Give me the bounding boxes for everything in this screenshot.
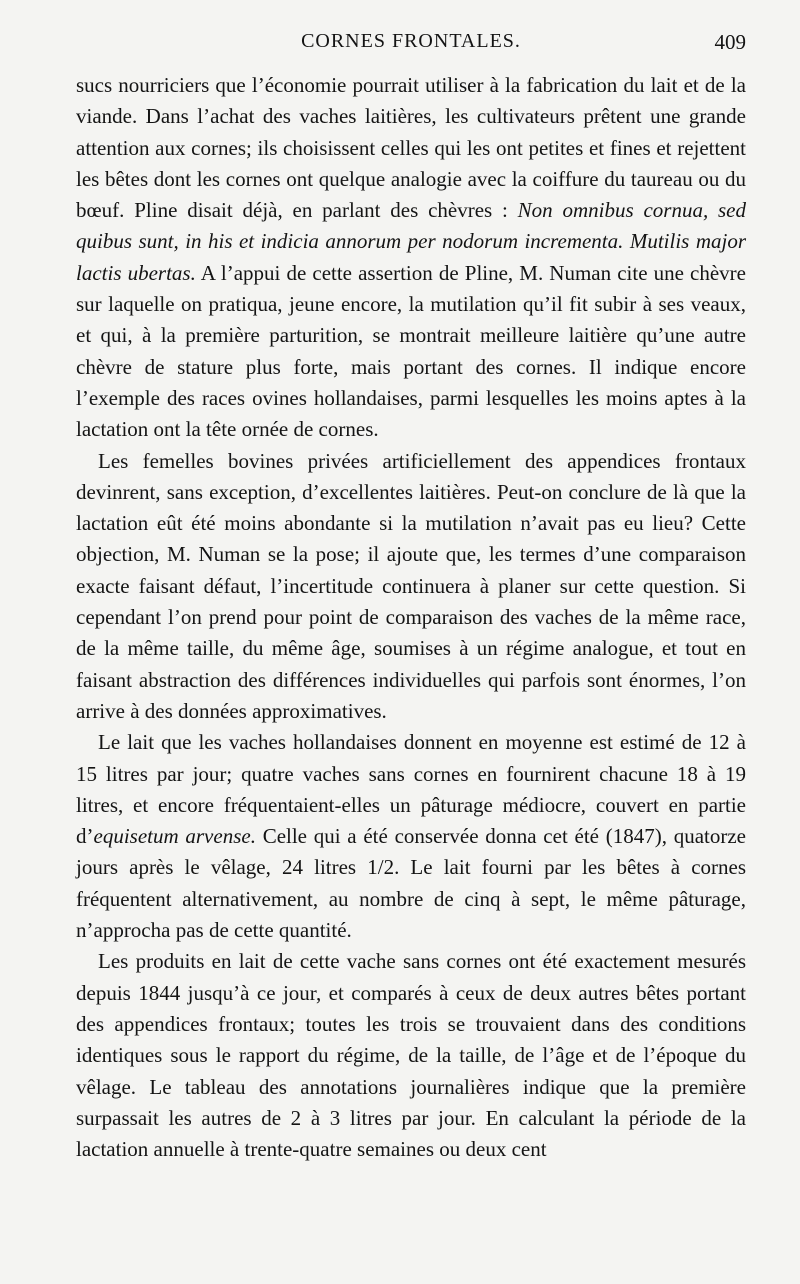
paragraph-3-text-1: Le lait que les vaches hollandaises donnent en moyenne est estimé de 12 à 15 litres par jour; quatre vaches sans cornes en fournirent chacune 18 à 19 litres, et encore fréquentaient-elles un pâturage médiocre, couvert en partie d’ [76, 730, 746, 849]
body-text [76, 70, 746, 1165]
paragraph-1-text-1: sucs nourriciers que l’économie pourrait utiliser à la fabrication du lait et de la viande. Dans l’achat des vaches laitières, les cultivateurs prêtent une grande attention aux cornes; ils choisissent celles qui les ont petites et fines et rejettent les bêtes dont les cornes ont quelque analogie avec la coiffure du taureau ou du bœuf. Pline disait déjà, en parlant des chèvres : [76, 73, 746, 223]
paragraph-1-latin-quote: Non omnibus cornua, sed quibus sunt, in his et indicia annorum per nodorum incrementa. Mutilis major lactis ubertas. [76, 198, 746, 285]
paragraph-4-text: Les produits en lait de cette vache sans cornes ont été exactement mesurés depuis 1844 jusqu’à ce jour, et comparés à ceux de deux autres bêtes portant des appendices frontaux; toutes les trois se trouvaient dans des conditions identiques sous le rapport du régime, de la taille, de l’âge et de l’époque du vêlage. Le tableau des annotations journalières indique que la première surpassait les autres de 2 à 3 litres par jour. En calculant la période de la lactation annuelle à trente-quatre semaines ou deux cent [76, 949, 746, 1162]
running-title: CORNES FRONTALES. [301, 30, 521, 52]
paragraph-2-text: Les femelles bovines privées artificiellement des appendices frontaux devinrent, sans exception, d’excellentes laitières. Peut-on conclure de là que la lactation eût été moins abondante si la mutilation n’avait pas eu lieu? Cette objection, M. Numan se la pose; il ajoute que, les termes d’une comparaison exacte faisant défaut, l’incertitude continuera à planer sur cette question. Si cependant l’on prend pour point de comparaison des vaches de la même race, de la même taille, du même âge, soumises à un régime analogue, et tout en faisant abstraction des différences individuelles qui parfois sont énormes, l’on arrive à des données approximatives. [76, 448, 746, 723]
page-number: 409 [714, 30, 746, 54]
paragraph-1-text-2: A l’appui de cette assertion de Pline, M. Numan cite une chèvre sur laquelle on pratiqua, jeune encore, la mutilation qu’il fit subir à ses veaux, et qui, à la première parturition, se montrait meilleure laitière qu’une autre chèvre de stature plus forte, mais portant des cornes. Il indique encore l’exemple des races ovines hollandaises, parmi lesquelles les moins aptes à la lactation ont la tête ornée de cornes. [76, 260, 746, 442]
running-header [76, 0, 746, 70]
paragraph-1 [76, 70, 746, 446]
paragraph-3-latin-term: equisetum arvense. [93, 824, 256, 849]
paragraph-3-text-2: Celle qui a été conservée donna cet été (1847), quatorze jours après le vêlage, 24 litres 1/2. Le lait fourni par les bêtes à cornes fréquentent alternativement, au nombre de cinq à sept, le même pâturage, n’approcha pas de cette quantité. [76, 824, 746, 943]
paragraph-2 [76, 446, 746, 728]
paragraph-4 [76, 946, 746, 1165]
paragraph-3 [76, 727, 746, 946]
